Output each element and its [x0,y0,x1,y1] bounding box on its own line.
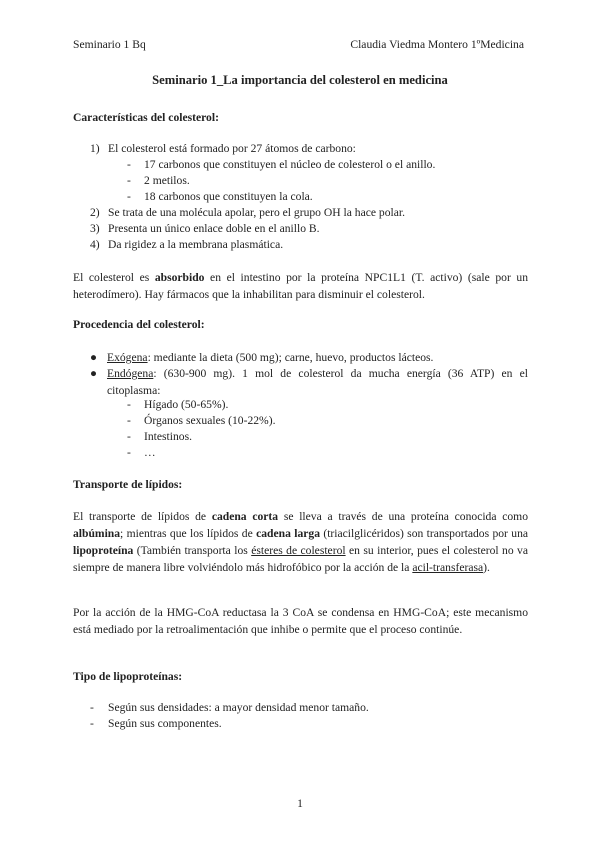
item-text: El colesterol está formado por 27 átomos de carbono: [108,142,356,155]
bold-term: albúmina [73,527,121,540]
paragraph-hmg-coa: Por la acción de la HMG-CoA reductasa la 3 CoA se condensa en HMG-CoA; este mecanismo está mediado por la retroalimentación que inhibe o permite que el proceso continúe. [73,606,528,636]
sub-item [127,398,228,411]
bullet-marker: ● [90,367,98,380]
header-left: Seminario 1 Bq [73,38,146,51]
sub-item-text: … [144,446,156,459]
item-text: Da rigidez a la membrana plasmática. [108,238,284,251]
text-run: ; mientras que los lípidos de [120,527,257,540]
sub-item [127,430,192,443]
bold-term: lipoproteína [73,544,134,557]
section-heading-transporte: Transporte de lípidos: [73,478,183,491]
sub-item [127,414,275,427]
text-run: El colesterol es [73,271,155,284]
bullet-item-endogena [90,365,528,399]
dash-item-text: Según sus densidades: a mayor densidad menor tamaño. [108,701,369,714]
numbered-item [90,238,283,251]
underlined-term: Endógena [107,367,154,380]
dash-item [90,701,369,714]
paragraph-absorcion [73,269,528,303]
dash-item-text: Según sus componentes. [108,717,222,730]
bold-term: cadena larga [256,527,320,540]
text-run: El transporte de lípidos de [73,510,212,523]
section-heading-tipo-lipoproteinas: Tipo de lipoproteínas: [73,670,183,683]
dash-marker: - [127,430,131,443]
sub-item-text: Intestinos. [144,430,192,443]
dash-item [90,717,222,730]
sub-item [127,446,156,459]
bullet-item-exogena [90,349,528,366]
numbered-item [90,206,405,219]
dash-marker: - [127,174,131,187]
sub-item-text: 2 metilos. [144,174,190,187]
text-run: (También transporta los [133,544,252,557]
page-number: 1 [297,797,303,810]
text-run: se lleva a través de una proteína conocida como [278,510,528,523]
bold-term: absorbido [154,271,205,284]
item-number: 1) [90,142,100,155]
text-run: en el intestino por la proteína NPC1L1 (T. activo) (sale por un heterodímero). Hay fármacos que la inhabilitan para disminuir el colesterol. [73,271,528,301]
item-text: Se trata de una molécula apolar, pero el grupo OH la hace polar. [108,206,405,219]
sub-item [127,190,313,203]
dash-marker: - [127,414,131,427]
sub-item-text: Órganos sexuales (10-22%). [144,414,276,427]
text-run: ). [483,561,490,574]
item-number: 3) [90,222,100,235]
text-run: : mediante la dieta (500 mg); carne, huevo, productos lácteos. [147,351,434,364]
numbered-item [90,142,356,155]
sub-item-text: 18 carbonos que constituyen la cola. [144,190,313,203]
dash-marker: - [127,446,131,459]
item-text: Presenta un único enlace doble en el anillo B. [108,222,320,235]
paragraph-transporte [73,508,528,576]
section-heading-procedencia: Procedencia del colesterol: [73,318,205,331]
underlined-term: acil-transferasa [412,561,484,574]
section-heading-caracteristicas: Características del colesterol: [73,111,219,124]
text-run: en su interior, pues el colesterol no va siempre de manera libre volviéndolo más hidrofóbico por la acción de la [73,544,528,574]
text-run: (triacilglicéridos) son transportados por una [320,527,529,540]
item-number: 2) [90,206,100,219]
dash-marker: - [127,398,131,411]
dash-marker: - [127,158,131,171]
dash-marker: - [127,190,131,203]
document-title: Seminario 1_La importancia del colesterol en medicina [152,73,448,87]
header-right: Claudia Viedma Montero 1ºMedicina [350,38,524,51]
underlined-term: ésteres de colesterol [251,544,346,557]
bold-term: cadena corta [211,510,279,523]
sub-item [127,174,190,187]
sub-item [127,158,435,171]
item-number: 4) [90,238,100,251]
sub-item-text: Hígado (50-65%). [144,398,229,411]
dash-marker: - [90,701,94,714]
bullet-marker: ● [90,351,98,364]
dash-marker: - [90,717,94,730]
text-run: : (630-900 mg). 1 mol de colesterol da mucha energía (36 ATP) en el citoplasma: [107,367,528,397]
sub-item-text: 17 carbonos que constituyen el núcleo de colesterol o el anillo. [144,158,436,171]
underlined-term: Exógena [107,351,148,364]
numbered-item [90,222,320,235]
